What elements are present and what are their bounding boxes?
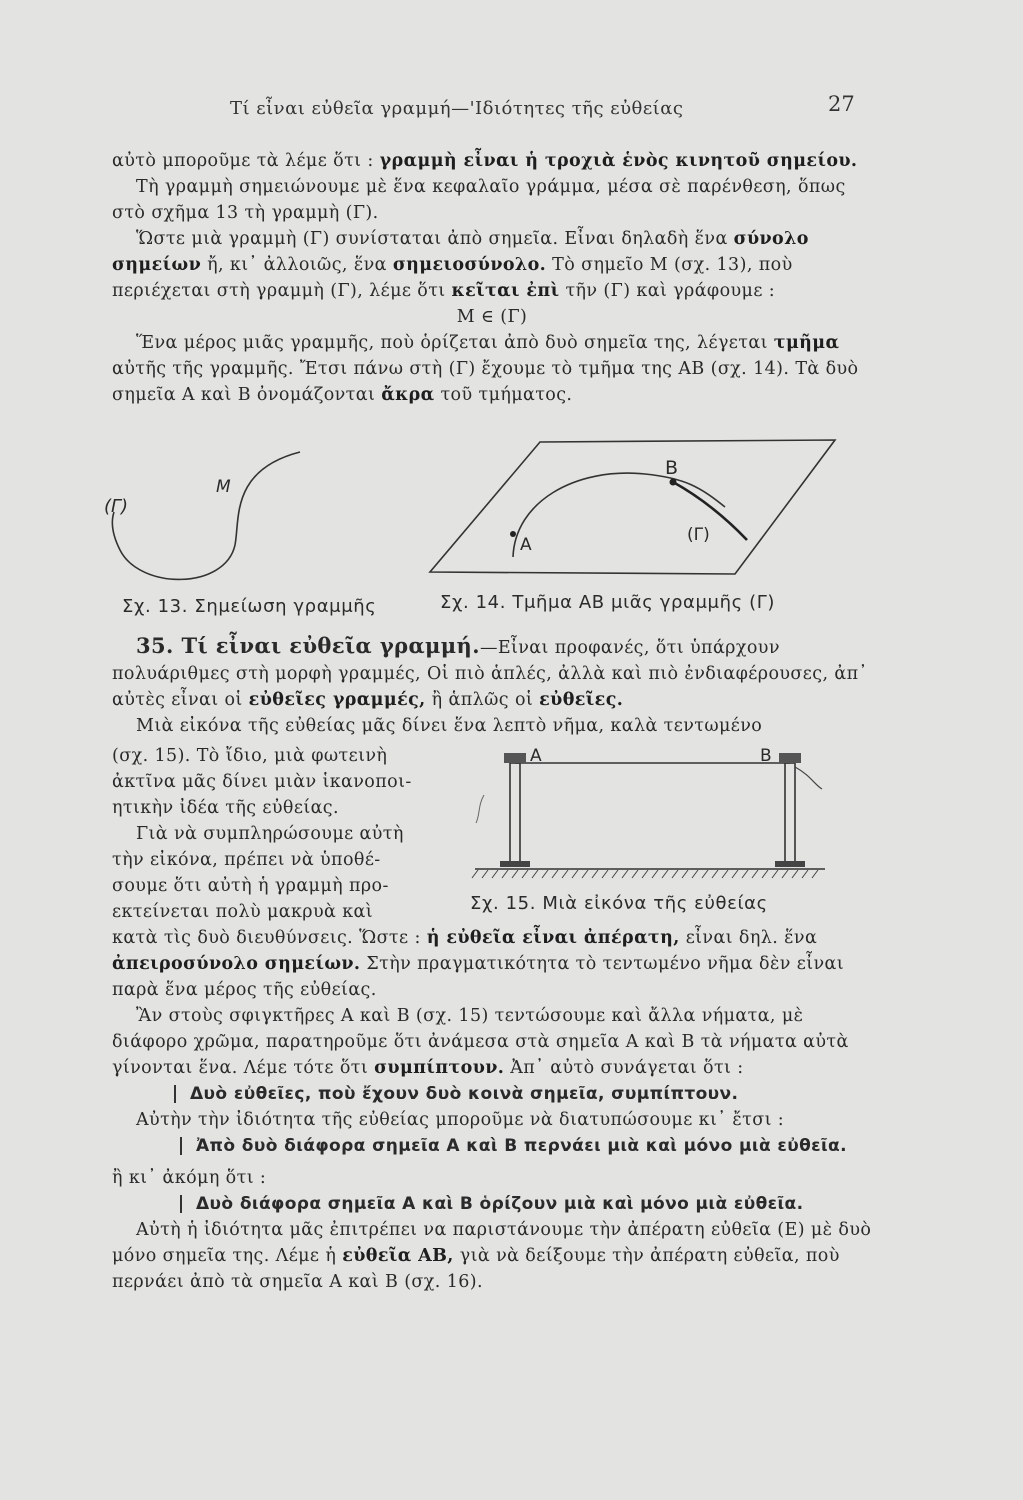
figure-15-stretched-thread xyxy=(470,745,830,885)
narrow-line-6: σουμε ὅτι αὐτὴ ἡ γραμμὴ προ- xyxy=(112,876,389,896)
intro-p4-text-c: αὐτῆς τῆς γραμμῆς. Ἔτσι πάνω στὴ (Γ) ἔχουμε τὸ τμῆμα της ΑΒ (σχ. 14). Τὰ δυὸ σημεῖα Α καὶ Β ὀνομάζονται xyxy=(112,359,859,405)
label-gamma: (Γ) xyxy=(687,525,710,545)
section-35-title: 35. Τί εἶναι εὐθεῖα γραμμή. xyxy=(136,633,480,658)
intro-p3-text-c: ἤ, κι᾽ ἀλλοιῶς, ἕνα xyxy=(201,255,393,275)
rule-1: Δυὸ εὐθεῖες, ποὺ ἔχουν δυὸ κοινὰ σημεῖα, συμπίπτουν. xyxy=(168,1081,872,1107)
left-base xyxy=(500,861,530,867)
page-number: 27 xyxy=(828,92,855,116)
thread-end xyxy=(795,767,822,789)
running-title: Τί εἶναι εὐθεῖα γραμμή—'Ιδιότητες τῆς εὐθείας xyxy=(230,98,684,119)
intro-p4-bold-1: τμῆμα xyxy=(773,333,840,353)
p3-cont-bold-1: ἡ εὐθεῖα εἶναι ἀπέρατη, xyxy=(426,928,680,948)
figure-13-caption: Σχ. 13. Σημείωση γραμμῆς xyxy=(122,596,377,617)
right-base xyxy=(775,861,805,867)
section-35-paragraph-4 xyxy=(112,1003,872,1081)
figure-14-caption: Σχ. 14. Τμῆμα ΑΒ μιᾶς γραμμῆς (Γ) xyxy=(440,592,775,613)
intro-p1-text: αὐτὸ μποροῦμε τὰ λέμε ὅτι : xyxy=(112,151,380,171)
intro-p4-bold-2: ἄκρα xyxy=(381,385,435,405)
narrow-line-5: τὴν εἰκόνα, πρέπει νὰ ὑποθέ- xyxy=(112,850,381,870)
p3-cont-text-d: Στὴν πραγματικότητα τὸ τεντωμένο νῆμα δὲν εἶναι παρὰ ἕνα μέρος τῆς εὐθείας. xyxy=(112,954,844,1000)
left-post xyxy=(510,763,520,863)
label-b: Β xyxy=(665,457,679,479)
membership-formula: Μ ∈ (Γ) xyxy=(456,307,528,327)
p7-text-a: Αὐτὴ ἡ ἰδιότητα μᾶς ἐπιτρέπει να παριστάνουμε τὴν ἀπέρατη εὐθεῖα (Ε) μὲ δυὸ μόνο σημεῖα της. Λέμε ἡ xyxy=(112,1220,872,1266)
intro-p3-bold-3: κεῖται ἐπὶ xyxy=(451,281,560,301)
thread-loose-end xyxy=(476,795,484,823)
right-clamp xyxy=(779,753,801,763)
intro-p4-text-a: Ἕνα μέρος μιᾶς γραμμῆς, ποὺ ὁρίζεται ἀπὸ δυὸ σημεῖα της, λέγεται xyxy=(136,333,774,353)
intro-p4-text-d: τοῦ τμήματος. xyxy=(434,385,573,405)
intro-p1-bold: γραμμὴ εἶναι ἡ τροχιὰ ἑνὸς κινητοῦ σημείου. xyxy=(379,151,858,171)
point-a xyxy=(510,531,516,537)
intro-p3-bold-2: σημειοσύνολο. xyxy=(392,255,547,275)
intro-p3-bold-1: σύνολο σημείων xyxy=(112,229,809,275)
intro-text xyxy=(112,148,872,408)
narrow-line-1: (σχ. 15). Τὸ ἴδιο, μιὰ φωτεινὴ xyxy=(112,746,388,766)
p3-cont-text-a: κατὰ τὶς δυὸ διευθύνσεις. Ὥστε : xyxy=(112,928,427,948)
p7-bold-1: εὐθεῖα ΑΒ, xyxy=(342,1246,454,1266)
narrow-line-7: εκτείνεται πολὺ μακρυὰ καὶ xyxy=(112,902,374,922)
right-post xyxy=(785,763,795,863)
figure-13-curve xyxy=(100,440,330,590)
p3-cont-bold-2: ἀπειροσύνολο σημείων. xyxy=(112,954,361,974)
section-35-paragraph-7 xyxy=(112,1217,872,1295)
rule-2: Ἀπὸ δυὸ διάφορα σημεῖα Α καὶ Β περνάει μιὰ καὶ μόνο μιὰ εὐθεῖα. xyxy=(174,1133,872,1159)
segment-ab xyxy=(673,482,747,540)
section-35-continuation xyxy=(112,925,872,1295)
label-m: Μ xyxy=(216,477,231,497)
intro-paragraph-1 xyxy=(112,148,872,174)
section-35-p1-bold-2: εὐθεῖες. xyxy=(539,690,624,710)
p7-text-c: γιὰ νὰ δείξουμε τὴν ἀπέρατη εὐθεῖα, ποὺ περνάει ἀπὸ τὰ σημεῖα Α καὶ Β (σχ. 16). xyxy=(112,1246,840,1292)
section-35-narrow-column xyxy=(112,743,432,925)
narrow-line-2: ἀκτῖνα μᾶς δίνει μιὰν ἱκανοποι- xyxy=(112,772,412,792)
intro-paragraph-2: Τὴ γραμμὴ σημειώνουμε μὲ ἕνα κεφαλαῖο γράμμα, μέσα σὲ παρένθεση, ὅπως στὸ σχῆμα 13 τὴ γραμμὴ (Γ). xyxy=(112,177,846,223)
p4-text-a: Ἂν στοὺς σφιγκτῆρες Α καὶ Β (σχ. 15) τεντώσουμε καὶ ἄλλα νήματα, μὲ διάφορο χρῶμα, παρατηροῦμε ὅτι ἀνάμεσα στὰ σημεῖα Α καὶ Β τὰ νήματα αὐτὰ γίνονται ἕνα. Λέμε τότε ὅτι xyxy=(112,1006,849,1078)
surface-hatching xyxy=(472,870,818,878)
section-35-p1-text-a: —Εἶναι προφανές, ὅτι ὑπάρχουν πολυάριθμες στὴ μορφὴ γραμμές, Οἱ πιὸ ἁπλές, ἀλλὰ καὶ πιὸ ἐνδιαφέρουσες, ἀπ᾽ αὐτὲς εἶναι οἱ xyxy=(112,638,868,710)
narrow-line-3: ητικὴν ἰδέα τῆς εὐθείας. xyxy=(112,798,339,818)
figure-15-caption: Σχ. 15. Μιὰ εἰκόνα τῆς εὐθείας xyxy=(470,893,768,914)
point-b xyxy=(670,479,677,486)
p4-text-c: Ἀπ᾽ αὐτὸ συνάγεται ὅτι : xyxy=(504,1058,744,1078)
label-a: Α xyxy=(530,746,542,766)
section-35-paragraph-3-cont xyxy=(112,925,872,1003)
label-a: Α xyxy=(520,535,532,555)
intro-p3-text-a: Ὥστε μιὰ γραμμὴ (Γ) συνίσταται ἀπὸ σημεῖα. Εἶναι δηλαδὴ ἕνα xyxy=(136,229,734,249)
section-35 xyxy=(112,633,872,739)
label-gamma: (Γ) xyxy=(104,496,129,517)
rule-3: Δυὸ διάφορα σημεῖα Α καὶ Β ὁρίζουν μιὰ καὶ μόνο μιὰ εὐθεῖα. xyxy=(174,1191,872,1217)
figure-14-plane xyxy=(425,432,845,582)
section-35-paragraph-1 xyxy=(112,633,872,713)
label-b: Β xyxy=(760,746,772,766)
p3-cont-text-c: εἶναι δηλ. ἕνα xyxy=(679,928,818,948)
section-35-p1-bold-1: εὐθεῖες γραμμές, xyxy=(248,690,426,710)
intro-paragraph-3 xyxy=(112,226,872,304)
section-35-paragraph-6: ἢ κι᾽ ἀκόμη ὅτι : xyxy=(112,1168,267,1188)
intro-p3-text-d: Τὸ σημεῖο Μ (σχ. 13), ποὺ περιέχεται στὴ γραμμὴ (Γ), λέμε ὅτι xyxy=(112,255,793,301)
left-clamp xyxy=(504,753,526,763)
intro-p3-text-e: τῆν (Γ) καὶ γράφουμε : xyxy=(559,281,776,301)
section-35-paragraph-2-first-line: Μιὰ εἰκόνα τῆς εὐθείας μᾶς δίνει ἕνα λεπτὸ νῆμα, καλὰ τεντωμένο xyxy=(136,716,763,736)
narrow-line-4: Γιὰ νὰ συμπληρώσουμε αὐτὴ xyxy=(136,824,404,844)
curve-gamma xyxy=(112,452,300,579)
section-35-paragraph-5: Αὐτὴν τὴν ἰδιότητα τῆς εὐθείας μποροῦμε νὰ διατυπώσουμε κι᾽ ἔτσι : xyxy=(136,1110,785,1130)
section-35-p1-text-c: ἢ ἁπλῶς οἱ xyxy=(425,690,540,710)
plane-outline xyxy=(430,440,835,574)
p4-bold-1: συμπίπτουν. xyxy=(374,1058,505,1078)
intro-paragraph-4 xyxy=(112,330,872,408)
